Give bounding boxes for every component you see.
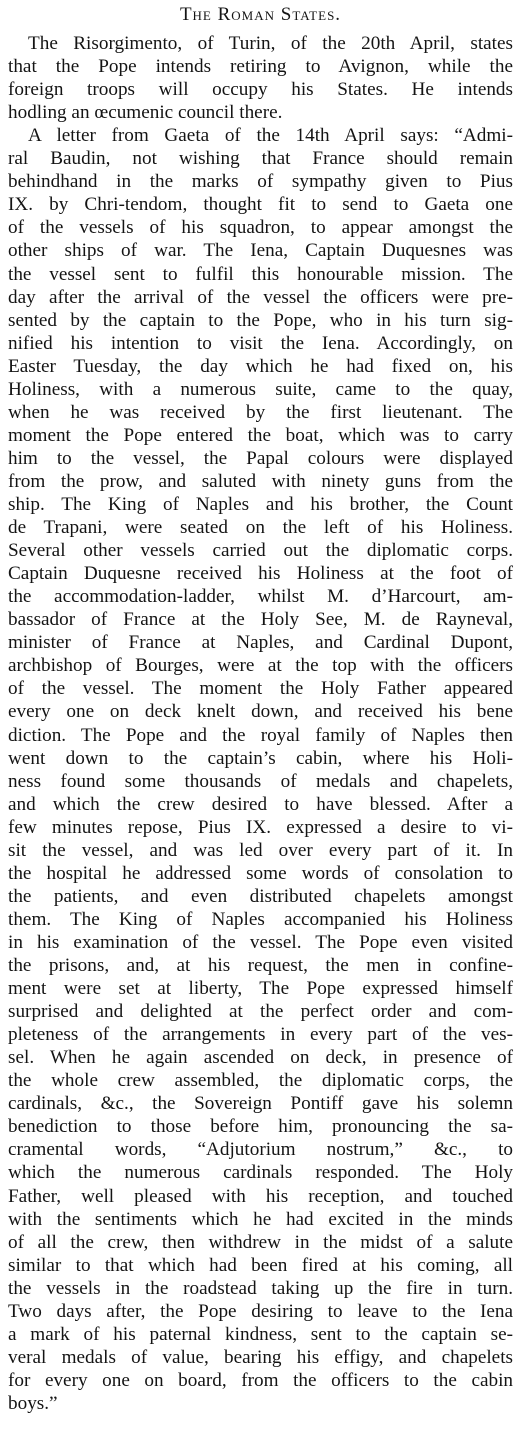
- article-line: benediction to those before him, pronouncing the sa-: [8, 1116, 513, 1138]
- article-line: them. The King of Naples accompanied his Holiness: [8, 908, 513, 930]
- article-line: of all the crew, then withdrew in the midst of a salute: [8, 1231, 513, 1253]
- article-line: the prisons, and, at his request, the men in confine-: [8, 955, 513, 976]
- article-line: de Trapani, were seated on the left of his Holiness.: [8, 517, 513, 539]
- article-line: the accommodation-ladder, whilst M. d’Harcourt, am-: [8, 586, 513, 608]
- article-line: The Risorgimento, of Turin, of the 20th April, states: [28, 33, 513, 54]
- article-line: Father, well pleased with his reception, and touched: [8, 1185, 513, 1207]
- article-line: Several other vessels carried out the diplomatic corps.: [8, 540, 513, 562]
- article-line: surprised and delighted at the perfect order and com-: [8, 1001, 513, 1023]
- article-line: the patients, and even distributed chapelets amongst: [8, 885, 513, 907]
- article-line: with the sentiments which he had excited in the minds: [8, 1208, 513, 1230]
- article-line: foreign troops will occupy his States. He intends: [8, 79, 513, 101]
- article-line: a mark of his paternal kindness, sent to the captain se-: [8, 1323, 513, 1345]
- article-line: of the vessels of his squadron, to appear amongst the: [8, 217, 513, 239]
- article-line: Easter Tuesday, the day which he had fixed on, his: [8, 355, 513, 377]
- article-line: for every one on board, from the officers to the cabin: [8, 1369, 513, 1391]
- article-line: veral medals of value, bearing his effigy, and chapelets: [8, 1346, 513, 1368]
- article-line: diction. The Pope and the royal family of Naples then: [8, 724, 513, 746]
- article-line: similar to that which had been fired at his coming, all: [8, 1254, 513, 1276]
- article-line: that the Pope intends retiring to Avignon, while the: [8, 56, 513, 78]
- article-line: and which the crew desired to have blessed. After a: [8, 793, 513, 815]
- article-line: boys.”: [8, 1392, 58, 1414]
- article-line: archbishop of Bourges, were at the top with the officers: [8, 655, 513, 677]
- article-line: from the prow, and saluted with ninety guns from the: [8, 470, 513, 492]
- article-heading: The Roman States.: [179, 4, 342, 25]
- article-line: hodling an œcumenic council there.: [8, 102, 283, 124]
- article-line: few minutes repose, Pius IX. expressed a desire to vi-: [8, 816, 513, 838]
- article-line: the whole crew assembled, the diplomatic corps, the: [8, 1070, 513, 1092]
- article-line: went down to the captain’s cabin, where his Holi-: [8, 747, 513, 769]
- article-line: every one on deck knelt down, and received his bene: [8, 701, 513, 723]
- article-line: cramental words, “Adjutorium nostrum,” &c., to: [8, 1139, 513, 1161]
- article-line: which the numerous cardinals responded. The Holy: [8, 1162, 513, 1184]
- article-line: ment were set at liberty, The Pope expressed himself: [8, 978, 513, 1000]
- article-line: IX. by Chri-tendom, thought fit to send to Gaeta one: [8, 194, 513, 216]
- article-line: sel. When he again ascended on deck, in presence of: [8, 1047, 513, 1069]
- article-line: ral Baudin, not wishing that France should remain: [8, 148, 513, 170]
- article-line: the vessels in the roadstead taking up the fire in turn.: [8, 1277, 513, 1299]
- article-line: sented by the captain to the Pope, who in his turn sig-: [8, 309, 513, 331]
- article-line: pleteness of the arrangements in every part of the ves-: [8, 1024, 513, 1046]
- article-line: cardinals, &c., the Sovereign Pontiff gave his solemn: [8, 1093, 513, 1115]
- article-line: sit the vessel, and was led over every part of it. In: [8, 839, 513, 861]
- article-line: Two days after, the Pope desiring to leave to the Iena: [8, 1300, 513, 1322]
- article-line: Holiness, with a numerous suite, came to the quay,: [8, 378, 513, 400]
- article-line: the hospital he addressed some words of consolation to: [8, 862, 513, 884]
- article-line: moment the Pope entered the boat, which was to carry: [8, 424, 513, 446]
- article-line: of the vessel. The moment the Holy Father appeared: [8, 678, 513, 700]
- article-line: minister of France at Naples, and Cardinal Dupont,: [8, 632, 513, 654]
- article-line: day after the arrival of the vessel the officers were pre-: [8, 286, 513, 308]
- article-line: when he was received by the first lieutenant. The: [8, 401, 513, 423]
- article-line: him to the vessel, the Papal colours were displayed: [8, 447, 513, 469]
- article-line: ness found some thousands of medals and chapelets,: [8, 770, 513, 792]
- article-line: Captain Duquesne received his Holiness at the foot of: [8, 563, 513, 585]
- article-line: the vessel sent to fulfil this honourable mission. The: [8, 263, 513, 285]
- article-line: A letter from Gaeta of the 14th April says: “Admi-: [28, 125, 513, 147]
- article-line: other ships of war. The Iena, Captain Duquesnes was: [8, 240, 513, 262]
- article-line: in his examination of the vessel. The Pope even visited: [8, 931, 513, 953]
- article-line: bassador of France at the Holy See, M. de Rayneval,: [8, 609, 513, 631]
- article-line: behindhand in the marks of sympathy given to Pius: [8, 171, 513, 193]
- article-line: ship. The King of Naples and his brother, the Count: [8, 494, 513, 515]
- article-line: nified his intention to visit the Iena. Accordingly, on: [8, 332, 513, 354]
